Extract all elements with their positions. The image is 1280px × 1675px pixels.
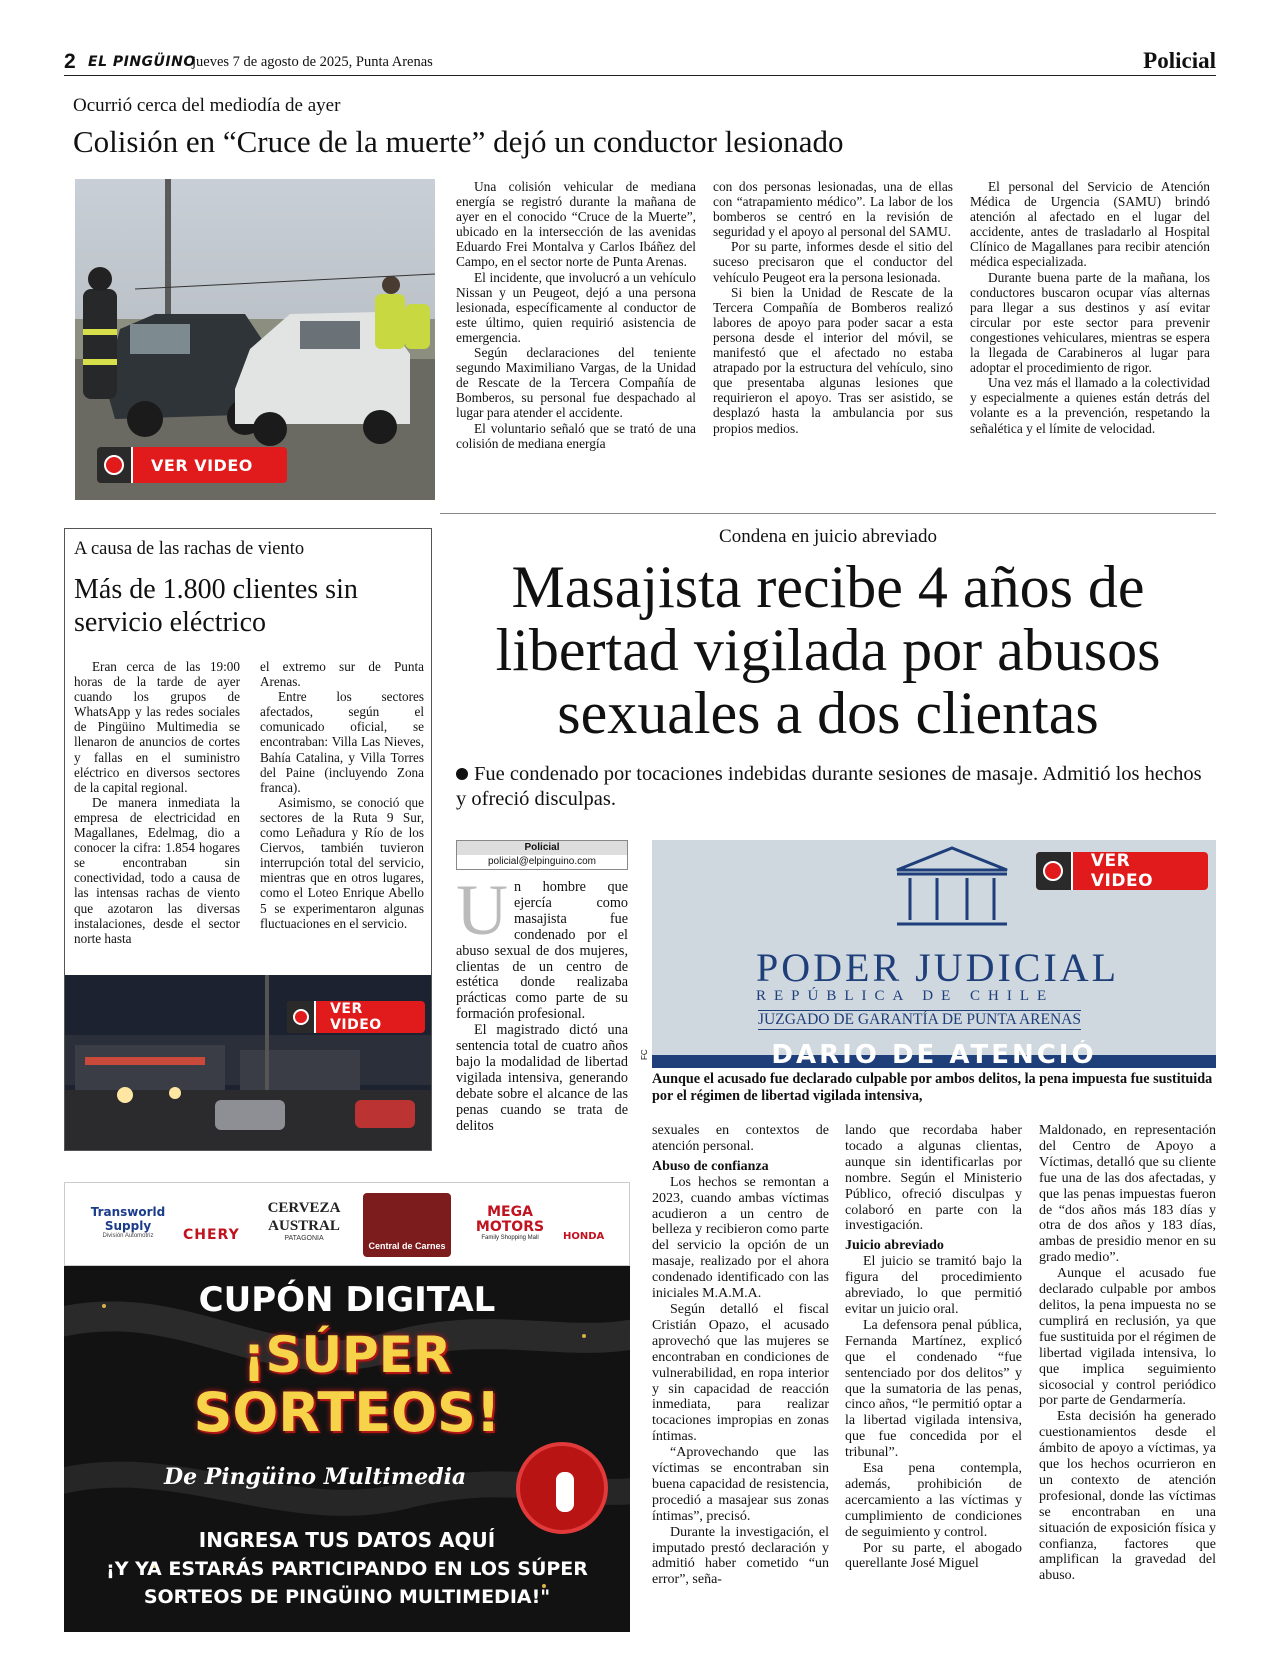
pointer-hand-icon (1036, 852, 1073, 890)
ad-line-7: SORTEOS DE PINGÜINO MULTIMEDIA!" (143, 1586, 551, 1608)
paragraph: con dos personas lesionadas, una de ellas con “atrapamiento médico”. La labor de los bomberos se centró en la revisión de seguridad y el apoyo al personal del SAMU. (713, 179, 953, 240)
byline-email[interactable]: policial@elpinguino.com (488, 856, 596, 867)
story2-box (64, 528, 432, 1151)
paragraph: El personal del Servicio de Atención Médica de Urgencia (SAMU) brindó atención al afectado en el lugar del accidente, antes de trasladarlo al Hospital Clínico de Magallanes para recibir atención médica especializada. (970, 179, 1210, 270)
collision-photo (75, 179, 435, 500)
paragraph: Según detalló el fiscal Cristián Opazo, el acusado aprovechó que las mujeres se encontraban en condiciones de vulnerabilidad, en ropa interior y sin capacidad de reacción inmediata, para realizar tocaciones impropias en zonas íntimas. (652, 1301, 829, 1445)
pointer-hand-icon (97, 447, 133, 483)
paragraph: Durante buena parte de la mañana, los conductores buscaron ocupar vías alternas para llegar a sus destinos y así evitar circular por este sector para prevenir congestiones vehiculares, mientras se espera la llegada de Carabineros al lugar para adoptar el procedimiento de rigor. (970, 269, 1210, 376)
story3-video-label: VER VIDEO (1090, 852, 1154, 890)
mega-sub: Family Shopping Mall (481, 1235, 539, 1241)
paper-name: EL PINGÜINO (88, 54, 196, 70)
photo-caption: Aunque el acusado fue declarado culpable por ambos delitos, la pena impuesta fue sustituida por el régimen de libertad vigilada intensiva, (652, 1071, 1213, 1104)
paragraph: Una vez más el llamado a la colectividad y especialmente a quienes están detrás del volante es a la prevención, respetando la señalética y el límite de velocidad. (970, 375, 1210, 436)
date-line: jueves 7 de agosto de 2025, Punta Arenas (192, 54, 433, 70)
section-name: Policial (1143, 48, 1216, 73)
story3-column-a (652, 1123, 829, 1588)
paragraph: El voluntario señaló que se trató de una colisión de mediana energía (456, 420, 696, 451)
central-carnes-logo[interactable] (363, 1193, 451, 1257)
paragraph: De manera inmediata la empresa de electricidad en Magallanes, Edelmag, dio a conocer la cifra: 1.854 hogares se encontraban sin conectividad, todo a causa de las intensas rachas de viento que azotaron las diversas instalaciones, desde el sector norte hasta (74, 794, 240, 946)
ad-line-3: SORTEOS! (193, 1381, 501, 1444)
story3-video-button[interactable] (1036, 852, 1208, 890)
story1-column-2 (713, 179, 953, 436)
sign-line-1: PODER JUDICIAL (756, 945, 1120, 990)
story1-kicker: Ocurrió cerca del mediodía de ayer (73, 95, 341, 116)
paragraph: Asimismo, se conoció que sectores de la Ruta 9 Sur, como Leñadura y Río de los Ciervos, también tuvieron interrupción total del servicio, mientras que en otros lugares, como el Loteo Enrique Abello 5 se experimentaron algunas fluctuaciones en el servicio. (260, 794, 424, 931)
ad-line-2: ¡SÚPER (242, 1326, 452, 1384)
sponsors-strip (64, 1182, 630, 1266)
story3-lead-column (456, 870, 628, 1135)
court-photo (652, 840, 1216, 1068)
page-header (64, 50, 1216, 76)
mega-motors-logo[interactable] (469, 1205, 551, 1241)
paragraph: Esta decisión ha generado cuestionamientos desde el ámbito de apoyo a víctimas, ya que los hechos ocurrieron en un contexto de atención profesional, donde las víctimas se encontraban en una situación de exposición física y confianza, factores que amplifican la gravedad del abuso. (1039, 1409, 1216, 1584)
transworld-name: Transworld Supply (90, 1205, 166, 1233)
story1-column-1 (456, 179, 696, 451)
drop-cap: U (456, 870, 508, 950)
street-night-photo (65, 975, 431, 1150)
byline-section: Policial (457, 841, 627, 855)
sign-line-2: REPÚBLICA DE CHILE (756, 988, 1055, 1004)
paragraph: Los hechos se remontan a 2023, cuando ambas víctimas acudieron a un centro de belleza y recibieron como parte del servicio la opción de un masaje, realizado por el ahora condenado identificado con las iniciales M.A.M.A. (652, 1174, 829, 1302)
sign-line-4: DARIO DE ATENCIÓ (771, 1040, 1097, 1066)
story2-headline: Más de 1.800 clientes sin servicio eléctrico (74, 574, 358, 638)
page-number: 2 (64, 50, 76, 73)
story2-video-button[interactable] (287, 1001, 425, 1033)
transworld-sub: División Automotriz (102, 1233, 154, 1239)
story1-headline: Colisión en “Cruce de la muerte” dejó un conductor lesionado (73, 124, 844, 159)
story2-kicker: A causa de las rachas de viento (74, 539, 305, 559)
story1-column-3 (970, 179, 1210, 436)
story1-video-button[interactable] (97, 447, 287, 483)
paragraph: Maldonado, en representación del Centro de Apoyo a Víctimas, detalló que su cliente fue una de las dos afectadas, y que las penas impuestas fueron de “dos años más 183 días y otra de dos años y 183 días, ambas de presidio menor en su grado medio”. (1039, 1123, 1216, 1266)
ad-line-6: ¡Y YA ESTARÁS PARTICIPANDO EN LOS SÚPER (106, 1558, 588, 1580)
austral-sub: PATAGONIA (284, 1235, 324, 1242)
story3-column-b (845, 1123, 1022, 1572)
story3-column-c (1039, 1123, 1216, 1584)
paragraph: La defensora penal pública, Fernanda Martínez, explicó que el condenado “fue sentenciado por dos delitos” y que la sumatoria de las penas, cinco años, “le permitió optar a la libertad vigilada intensiva, que fue concedida por el tribunal”. (845, 1317, 1022, 1461)
ad-line-1: CUPÓN DIGITAL (198, 1280, 496, 1320)
paragraph: Aunque el acusado fue declarado culpable por ambos delitos, la pena impuesta no se cumplirá en reclusión, ya que fue sustituida por el régimen de libertad vigilada intensiva, lo que implica seguimiento sicosocial y control periódico por parte de Gendarmería. (1039, 1266, 1216, 1409)
story3-deck-text: Fue condenado por tocaciones indebidas durante sesiones de masaje. Admitió los hechos y ofreció disculpas. (456, 763, 1202, 810)
mega-name: MEGA MOTORS (475, 1204, 545, 1235)
paragraph: El juicio se tramitó bajo la figura del procedimiento abreviado, lo que permitió evitar un juicio oral. (845, 1254, 1022, 1317)
paragraph: Entre los sectores afectados, según el comunicado oficial, se encontraban: Villa Las Nieves, Bahía Catalina, y Villa Torres del Paine (incluyendo Zona franca). (260, 689, 424, 795)
paragraph: “Aprovechando que las víctimas se encontraban sin buena capacidad de resistencia, procedió a masajear sus zonas íntimas”, precisó. (652, 1445, 829, 1524)
lead-paragraph: n hombre que ejercía como masajista fue condenado por el abuso sexual de dos mujeres, clientas de un centro de estética donde realizaba prácticas como parte de su formación profesional. (456, 879, 628, 1023)
paragraph: Eran cerca de las 19:00 horas de la tarde de ayer cuando los grupos de WhatsApp y las redes sociales de Pingüino Multimedia se llenaron de anuncios de cortes y fallas en el suministro eléctrico en diversos sectores de la capital regional. (74, 659, 240, 795)
paragraph: el extremo sur de Punta Arenas. (260, 659, 424, 690)
story3-deck (456, 762, 1216, 812)
subhead-abuso: Abuso de confianza (652, 1158, 769, 1174)
photo-credit: FC (640, 1049, 649, 1060)
honda-logo[interactable]: HONDA (563, 1231, 605, 1242)
paragraph: sexuales en contextos de atención personal. (652, 1123, 829, 1154)
paragraph: Una colisión vehicular de mediana energía se registró durante la mañana de ayer en el conocido “Cruce de la Muerte”, ubicado en la intersección de las avenidas Eduardo Frei Montalva y Carlos Ibáñez del Campo, en el sector norte de Punta Arenas. (456, 179, 696, 270)
bullet-icon (456, 768, 468, 780)
pointer-hand-icon (287, 1001, 316, 1033)
paragraph: Por su parte, el abogado querellante José Miguel (845, 1540, 1022, 1572)
story3-headline: Masajista recibe 4 años de libertad vigilada por abusos sexuales a dos clientas (495, 554, 1161, 746)
sign-line-3: JUZGADO DE GARANTÍA DE PUNTA ARENAS (758, 1011, 1081, 1028)
austral-name: CERVEZA AUSTRAL (267, 1200, 341, 1234)
austral-logo[interactable] (261, 1199, 347, 1242)
paragraph: El incidente, que involucró a un vehículo Nissan y un Peugeot, dejó a una persona lesionada, específicamente al conductor de este último, quien requirió asistencia de emergencia. (456, 269, 696, 345)
paragraph: El magistrado dictó una sentencia total de cuatro años bajo la modalidad de libertad vigilada intensiva, generando debate sobre el alcance de las penas cuando se trata de delitos (456, 1022, 628, 1134)
paragraph: Esa pena contempla, además, prohibición de acercamiento a las víctimas y cumplimiento de condiciones de seguimiento y control. (845, 1461, 1022, 1540)
ad-line-5: INGRESA TUS DATOS AQUÍ (198, 1528, 496, 1552)
central-carnes-name: Central de Carnes (368, 1241, 446, 1251)
story2-column-1 (74, 659, 240, 946)
transworld-logo[interactable] (83, 1205, 173, 1239)
click-button-icon[interactable] (516, 1442, 608, 1534)
story2-column-2 (260, 659, 424, 931)
paragraph: lando que recordaba haber tocado a algunas clientas, aunque sin identificarlas por nombre. Según el Ministerio Público, ofreció disculpas y colaboró en parte con la investigación. (845, 1123, 1022, 1234)
coupon-ad[interactable] (64, 1266, 630, 1632)
paragraph: Por su parte, informes desde el sitio del suceso precisaron que el conductor del vehículo Peugeot era la persona lesionada. (713, 239, 953, 285)
story1-video-label: VER VIDEO (151, 455, 253, 475)
byline-box (456, 840, 628, 870)
paragraph: Durante la investigación, el imputado prestó declaración y admitió haber cometido “un error”, seña- (652, 1524, 829, 1588)
paragraph: Según declaraciones del teniente segundo Maximiliano Vargas, de la Unidad de Rescate de la Tercera Compañía de Bomberos, su personal fue despachado al lugar para atender el accidente. (456, 345, 696, 421)
subhead-juicio: Juicio abreviado (845, 1238, 944, 1254)
paragraph: Si bien la Unidad de Rescate de la Tercera Compañía de Bomberos realizó labores de apoyo para poder sacar a esta persona desde el interior del móvil, se manifestó que el afectado no estaba atrapado por la estructura del vehículo, sino que presentaba algunas lesiones que requirieron el apoyo. Tras ser asistido, se desplazó hasta la ambulancia por sus propios medios. (713, 284, 953, 436)
story3-kicker: Condena en juicio abreviado (719, 526, 937, 547)
section-divider (440, 513, 1216, 514)
ad-line-4: De Pingüino Multimedia (164, 1464, 467, 1490)
chery-logo[interactable]: CHERY (183, 1227, 240, 1243)
story2-video-label: VER VIDEO (330, 1001, 382, 1033)
